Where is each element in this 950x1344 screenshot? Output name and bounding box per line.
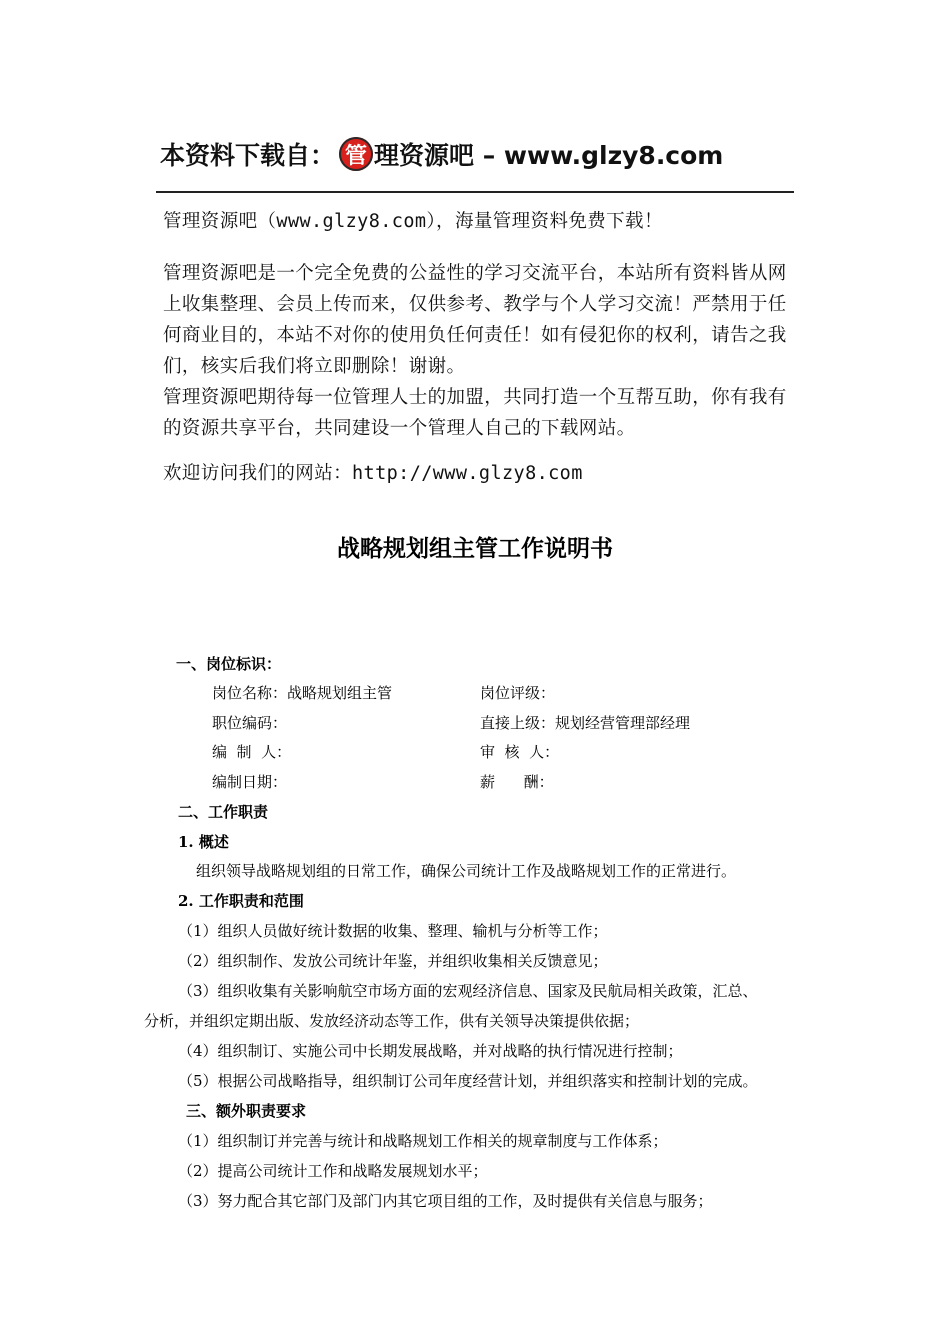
extra-duty-item: （1）组织制订并完善与统计和战略规划工作相关的规章制度与工作体系； <box>178 1132 668 1150</box>
field-salary: 薪 酬： <box>480 773 554 791</box>
section-2-heading: 二、工作职责 <box>178 803 269 821</box>
subsection-duties: 2. 工作职责和范围 <box>178 892 304 910</box>
banner-prefix: 本资料下载自： <box>160 141 336 170</box>
field-position-code: 职位编码： <box>212 714 288 732</box>
notice-line-1: 管理资源吧（www.glzy8.com），海量管理资料免费下载！ <box>163 211 663 232</box>
field-position-name: 岗位名称：战略规划组主管 <box>212 684 393 702</box>
notice-paragraph-2: 管理资源吧是一个完全免费的公益性的学习交流平台，本站所有资料皆从网上收集整理、会员上传而来，仅供参考、教学与个人学习交流！严禁用于任何商业目的，本站不对你的使用负任何责任！如有侵犯你的权利，请告之我们，核实后我们将立即删除！谢谢。 <box>163 263 787 377</box>
field-date: 编制日期： <box>212 773 288 791</box>
field-author: 编 制 人： <box>212 743 292 761</box>
logo-icon: 管 <box>339 137 373 171</box>
document-title: 战略规划组主管工作说明书 <box>337 536 613 562</box>
duty-item: （4）组织制订、实施公司中长期发展战略，并对战略的执行情况进行控制； <box>178 1042 683 1060</box>
notice-website: 欢迎访问我们的网站：http://www.glzy8.com <box>163 463 583 484</box>
download-banner <box>160 136 723 172</box>
duty-item: （2）组织制作、发放公司统计年鉴，并组织收集相关反馈意见； <box>178 952 608 970</box>
extra-duty-item: （2）提高公司统计工作和战略发展规划水平； <box>178 1162 488 1180</box>
duty-item: （5）根据公司战略指导，组织制订公司年度经营计划，并组织落实和控制计划的完成。 <box>178 1072 758 1090</box>
extra-duty-item: （3）努力配合其它部门及部门内其它项目组的工作，及时提供有关信息与服务； <box>178 1192 713 1210</box>
duty-item-continued: 分析，并组织定期出版、发放经济动态等工作，供有关领导决策提供依据； <box>144 1012 640 1030</box>
section-3-heading: 三、额外职责要求 <box>186 1102 307 1120</box>
duty-item: （3）组织收集有关影响航空市场方面的宏观经济信息、国家及民航局相关政策，汇总、 <box>178 982 758 1000</box>
subsection-overview: 1. 概述 <box>178 833 229 851</box>
overview-text: 组织领导战略规划组的日常工作，确保公司统计工作及战略规划工作的正常进行。 <box>196 862 737 880</box>
banner-suffix: 理资源吧 – www.glzy8.com <box>374 141 724 170</box>
duty-item: （1）组织人员做好统计数据的收集、整理、输机与分析等工作； <box>178 922 608 940</box>
banner-divider <box>156 191 794 193</box>
field-direct-supervisor: 直接上级：规划经营管理部经理 <box>480 714 691 732</box>
field-position-grade: 岗位评级： <box>480 684 556 702</box>
field-reviewer: 审 核 人： <box>480 743 560 761</box>
section-1-heading: 一、岗位标识： <box>176 655 282 673</box>
notice-paragraph-3: 管理资源吧期待每一位管理人士的加盟，共同打造一个互帮互助，你有我有的资源共享平台，共同建设一个管理人自己的下载网站。 <box>163 387 787 439</box>
